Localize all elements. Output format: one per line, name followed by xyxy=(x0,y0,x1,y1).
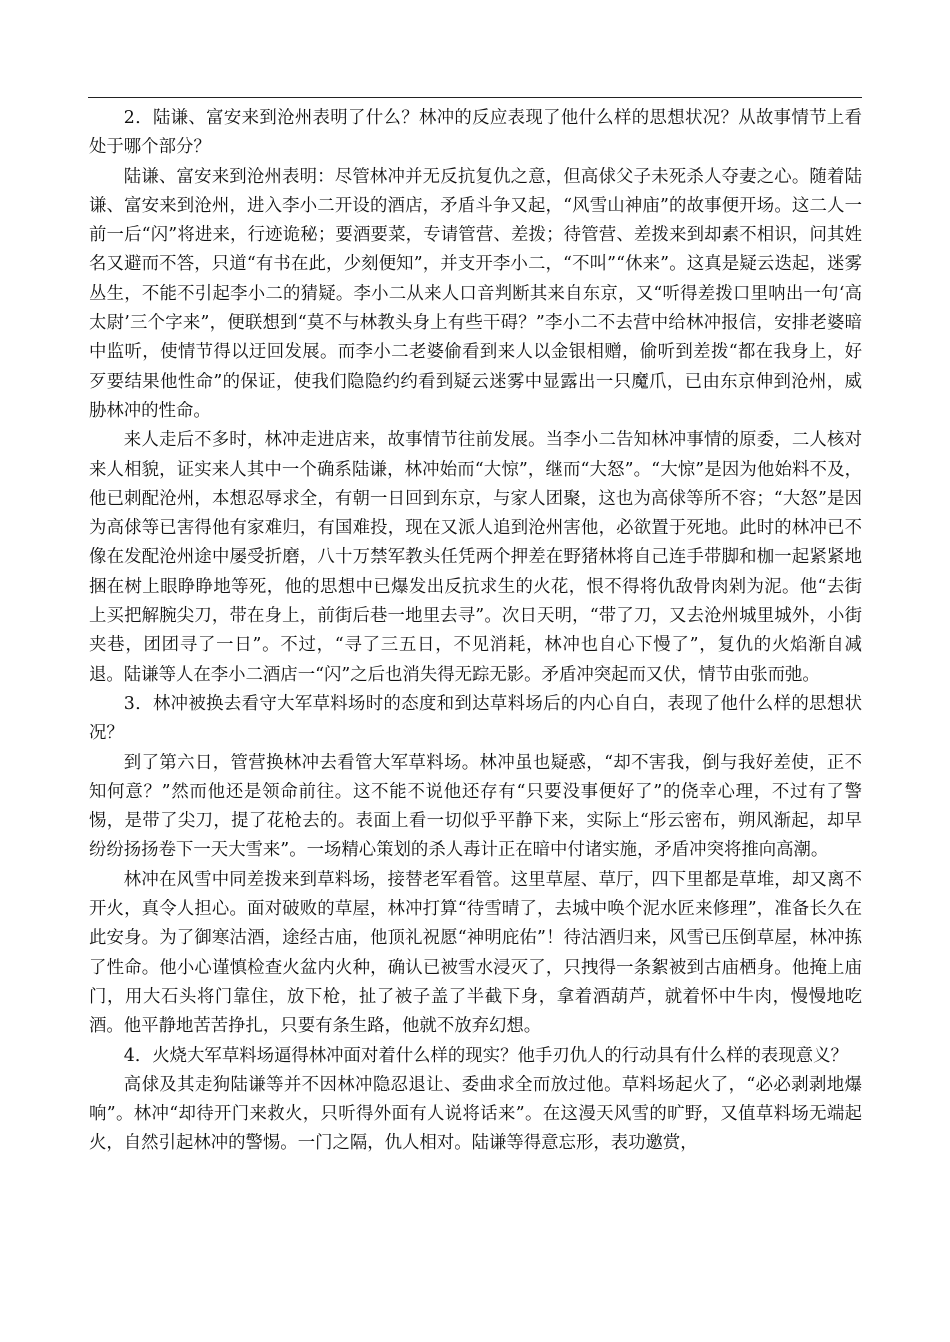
question-3: 3．林冲被换去看守大军草料场时的态度和到达草料场后的内心自白，表现了他什么样的思想状况？ xyxy=(89,693,862,744)
question-2: 2．陆谦、富安来到沧州表明了什么？林冲的反应表现了他什么样的思想状况？从故事情节上看处于哪个部分？ xyxy=(89,108,862,158)
answer-2-paragraph-2: 来人走后不多时，林冲走进店来，故事情节往前发展。当李小二告知林冲事情的原委，二人核对来人相貌，证实来人其中一个确系陆谦，林冲始而“大惊”，继而“大怒”。“大惊”是因为他始料不及，他已刺配沧州，本想忍辱求全，有朝一日回到东京，与家人团聚，这也为高俅等所不容；“大怒”是因为高俅等已害得他有家难归，有国难投，现在又派人追到沧州害他，必欲置于死地。此时的林冲已不像在发配沧州途中屡受折磨，八十万禁军教头任凭两个押差在野猪林将自己连手带脚和枷一起紧紧地捆在树上眼睁睁地等死，他的思想中已爆发出反抗求生的火花，恨不得将仇敌骨肉剁为泥。他“去街上买把解腕尖刀，带在身上，前街后巷一地里去寻”。次日天明，“带了刀，又去沧州城里城外，小街夹巷，团团寻了一日”。不过，“寻了三五日，不见消耗，林冲也自心下慢了”，复仇的火焰渐自减退。陆谦等人在李小二酒店一“闪”之后也消失得无踪无影。矛盾冲突起而又伏，情节由张而弛。 xyxy=(89,430,862,685)
answer-4-paragraph-1: 高俅及其走狗陆谦等并不因林冲隐忍退让、委曲求全而放过他。草料场起火了，“必必剥剥地爆响”。林冲“却待开门来救火，只听得外面有人说将话来”。在这漫天风雪的旷野，又值草料场无端起火，自然引起林冲的警惕。一门之隔，仇人相对。陆谦等得意忘形，表功邀赏， xyxy=(89,1074,862,1154)
question-4: 4．火烧大军草料场逼得林冲面对着什么样的现实？他手刃仇人的行动具有什么样的表现意义？ xyxy=(123,1045,848,1066)
answer-2-paragraph-1: 陆谦、富安来到沧州表明：尽管林冲并无反抗复仇之意，但高俅父子未死杀人夺妻之心。随着陆谦、富安来到沧州，进入李小二开设的酒店，矛盾斗争又起，“风雪山神庙”的故事便开场。这二人一前一后“闪”将进来，行迹诡秘；要酒要菜，专请管营、差拨；待管营、差拨来到却素不相识，问其姓名又避而不答，只道“有书在此，少刻便知”，并支开李小二，“不叫”“休来”。这真是疑云迭起，迷雾丛生，不能不引起李小二的猜疑。李小二从来人口音判断其来自东京，又“听得差拨口里呐出一句‘高太尉’三个字来”，便联想到“莫不与林教头身上有些干碍？”李小二不去营中给林冲报信，安排老婆暗中监听，使情节得以迂回发展。而李小二老婆偷看到来人以金银相赠，偷听到差拨“都在我身上，好歹要结果他性命”的保证，使我们隐隐约约看到疑云迷雾中显露出一只魔爪，已由东京伸到沧州，威胁林冲的性命。 xyxy=(89,166,862,421)
answer-3-paragraph-1: 到了第六日，管营换林冲去看管大军草料场。林冲虽也疑惑，“却不害我，倒与我好差使，正不知何意？”然而他还是领命前往。这不能不说他还存有“只要没事便好了”的侥幸心理，不过有了警惕，是带了尖刀，提了花枪去的。表面上看一切似乎平静下来，实际上“彤云密布，朔风渐起，却早纷纷扬扬卷下一天大雪来”。一场精心策划的杀人毒计正在暗中付诸实施，矛盾冲突将推向高潮。 xyxy=(89,752,862,861)
header-rule xyxy=(88,97,862,98)
answer-3-paragraph-2: 林冲在风雪中同差拨来到草料场，接替老军看管。这里草屋、草厅，四下里都是草堆，却又离不开火，真令人担心。面对破败的草屋，林冲打算“待雪晴了，去城中唤个泥水匠来修理”，准备长久在此安身。为了御寒沽酒，途经古庙，他顶礼祝愿“神明庇佑”！待沽酒归来，风雪已压倒草屋，林冲拣了性命。他小心谨慎检查火盆内火种，确认已被雪水浸灭了，只拽得一条絮被到古庙栖身。他掩上庙门，用大石头将门靠住，放下枪，扯了被子盖了半截下身，拿着酒葫芦，就着怀中牛肉，慢慢地吃酒。他平静地苦苦挣扎，只要有条生路，他就不放弃幻想。 xyxy=(89,869,862,1037)
body-text xyxy=(89,104,862,1159)
